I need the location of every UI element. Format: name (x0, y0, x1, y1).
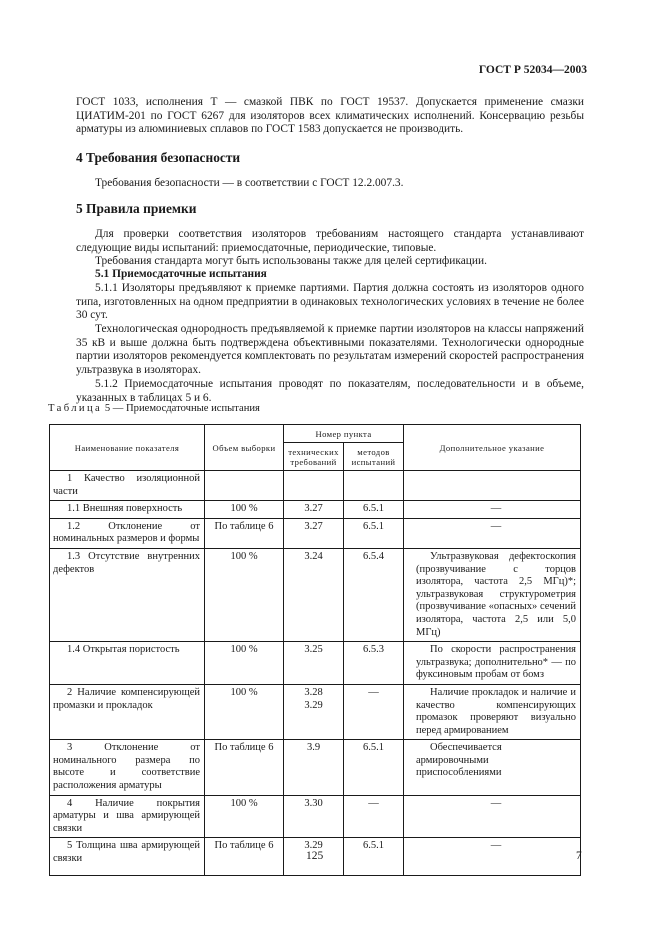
section-5-title: 5 Правила приемки (76, 201, 197, 216)
table-caption-title: 5 — Приемосдаточные испытания (102, 403, 260, 414)
row-indicator-name: 1.1 Внешняя поверхность (50, 501, 205, 519)
row-sample-volume: По таблице 6 (205, 518, 284, 548)
row-method-clause: 6.5.4 (344, 548, 404, 641)
clause-5-1-2: 5.1.2 Приемосдаточные испытания проводят по показателям, последовательности и в объеме, указанных в таблицах 5 и 6. (76, 378, 584, 404)
header-sample-volume: Объем выборки (205, 425, 284, 471)
table-row (50, 684, 581, 739)
header-tech-requirements: технических требований (284, 443, 344, 471)
row-method-clause: 6.5.1 (344, 740, 404, 795)
row-sample-volume: 100 % (205, 548, 284, 641)
table-row (50, 501, 581, 519)
row-sample-volume: По таблице 6 (205, 838, 284, 876)
page-number-center: 125 (306, 850, 324, 862)
row-additional-note (404, 471, 581, 501)
row-additional-note: — (404, 838, 581, 876)
row-indicator-name: 1.3 Отсутствие внутренних дефектов (50, 548, 205, 641)
row-tech-clause: 3.29 (284, 838, 344, 876)
clause-5-1-1-continued: Технологическая однородность предъявляемой к приемке партии изоляторов на классы напряжений 35 кВ и выше должна быть подтверждена объективными показателями. Технологически однородные партии изоляторов рекомендуется комплектовать по результатам измерений скоростей распространения ультразвука в изоляторах. (76, 323, 584, 376)
row-method-clause: 6.5.3 (344, 642, 404, 685)
row-method-clause (344, 471, 404, 501)
row-tech-clause: 3.25 (284, 642, 344, 685)
table-row (50, 740, 581, 795)
row-indicator-name: 2 Наличие компенсирующей промазки и прокладок (50, 684, 205, 739)
table-row (50, 471, 581, 501)
row-method-clause: — (344, 795, 404, 838)
row-tech-clause: 3.24 (284, 548, 344, 641)
subsection-5-1-title: 5.1 Приемосдаточные испытания (95, 268, 267, 280)
table-row (50, 642, 581, 685)
section-5-paragraph-1: Для проверки соответствия изоляторов требованиям настоящего стандарта устанавливают следующие виды испытаний: приемосдаточные, периодические, типовые. (76, 228, 584, 254)
page-number-right: 7 (576, 850, 582, 862)
row-additional-note: Наличие прокладок и наличие и качество компенсирующих промазок проверяют визуально перед армированием (404, 684, 581, 739)
row-additional-note: — (404, 795, 581, 838)
section-4-text: Требования безопасности — в соответствии с ГОСТ 12.2.007.3. (95, 177, 404, 189)
row-sample-volume: 100 % (205, 684, 284, 739)
row-additional-note: — (404, 518, 581, 548)
row-method-clause: 6.5.1 (344, 838, 404, 876)
row-sample-volume: 100 % (205, 795, 284, 838)
row-additional-note: Обеспечивается армировочными приспособлениями (404, 740, 581, 795)
header-additional-note: Дополнительное указание (404, 425, 581, 471)
row-indicator-name: 1.2 Отклонение от номинальных размеров и формы (50, 518, 205, 548)
standard-header: ГОСТ Р 52034—2003 (478, 64, 587, 76)
row-tech-clause: 3.27 (284, 518, 344, 548)
row-indicator-name: 3 Отклонение от номинального размера по высоте и соответствие расположения арматуры (50, 740, 205, 795)
table-caption-prefix: Таблица (48, 403, 103, 414)
row-sample-volume: 100 % (205, 501, 284, 519)
header-test-methods: методов испытаний (344, 443, 404, 471)
row-method-clause: 6.5.1 (344, 501, 404, 519)
intro-paragraph: ГОСТ 1033, исполнения Т — смазкой ПВК по ГОСТ 19537. Допускается применение смазки ЦИАТИМ-201 по ГОСТ 6267 для изоляторов всех климатических исполнений. Консервацию резьбы арматуры из алюминиевых сплавов по ГОСТ 1583 допускается не производить. (76, 96, 584, 136)
row-indicator-name: 4 Наличие покрытия арматуры и шва армирующей связки (50, 795, 205, 838)
header-clause-number: Номер пункта (284, 425, 404, 443)
header-indicator-name: Наименование показателя (50, 425, 205, 471)
row-tech-clause: 3.27 (284, 501, 344, 519)
section-5-paragraph-2: Требования стандарта могут быть использованы также для целей сертификации. (95, 255, 487, 267)
table-5-body (50, 471, 581, 876)
table-row (50, 548, 581, 641)
table-5-caption (48, 403, 260, 414)
row-method-clause: — (344, 684, 404, 739)
table-row (50, 518, 581, 548)
row-tech-clause: 3.28 3.29 (284, 684, 344, 739)
row-indicator-name: 1 Качество изоляционной части (50, 471, 205, 501)
row-tech-clause (284, 471, 344, 501)
row-indicator-name: 5 Толщина шва армирующей связки (50, 838, 205, 876)
row-sample-volume (205, 471, 284, 501)
row-sample-volume: 100 % (205, 642, 284, 685)
row-indicator-name: 1.4 Открытая пористость (50, 642, 205, 685)
row-additional-note: По скорости распространения ультразвука; дополнительно* — по фуксиновым пробам от бомз (404, 642, 581, 685)
row-additional-note: — (404, 501, 581, 519)
row-tech-clause: 3.30 (284, 795, 344, 838)
section-4-title: 4 Требования безопасности (76, 150, 241, 165)
row-tech-clause: 3.9 (284, 740, 344, 795)
row-sample-volume: По таблице 6 (205, 740, 284, 795)
table-5 (49, 424, 581, 876)
row-additional-note: Ультразвуковая дефектоскопия (прозвучивание с торцов изолятора, частота 2,5 МГц)*; ультразвуковая структурометрия (прозвучивание «опасных» сечений изолятора, частота 2,5 или 5,0 МГц) (404, 548, 581, 641)
table-row (50, 795, 581, 838)
clause-5-1-1: 5.1.1 Изоляторы предъявляют к приемке партиями. Партия должна состоять из изоляторов одного типа, изготовленных на одном предприятии в одинаковых технологических условиях в течение не более 30 сут. (76, 282, 584, 322)
row-method-clause: 6.5.1 (344, 518, 404, 548)
